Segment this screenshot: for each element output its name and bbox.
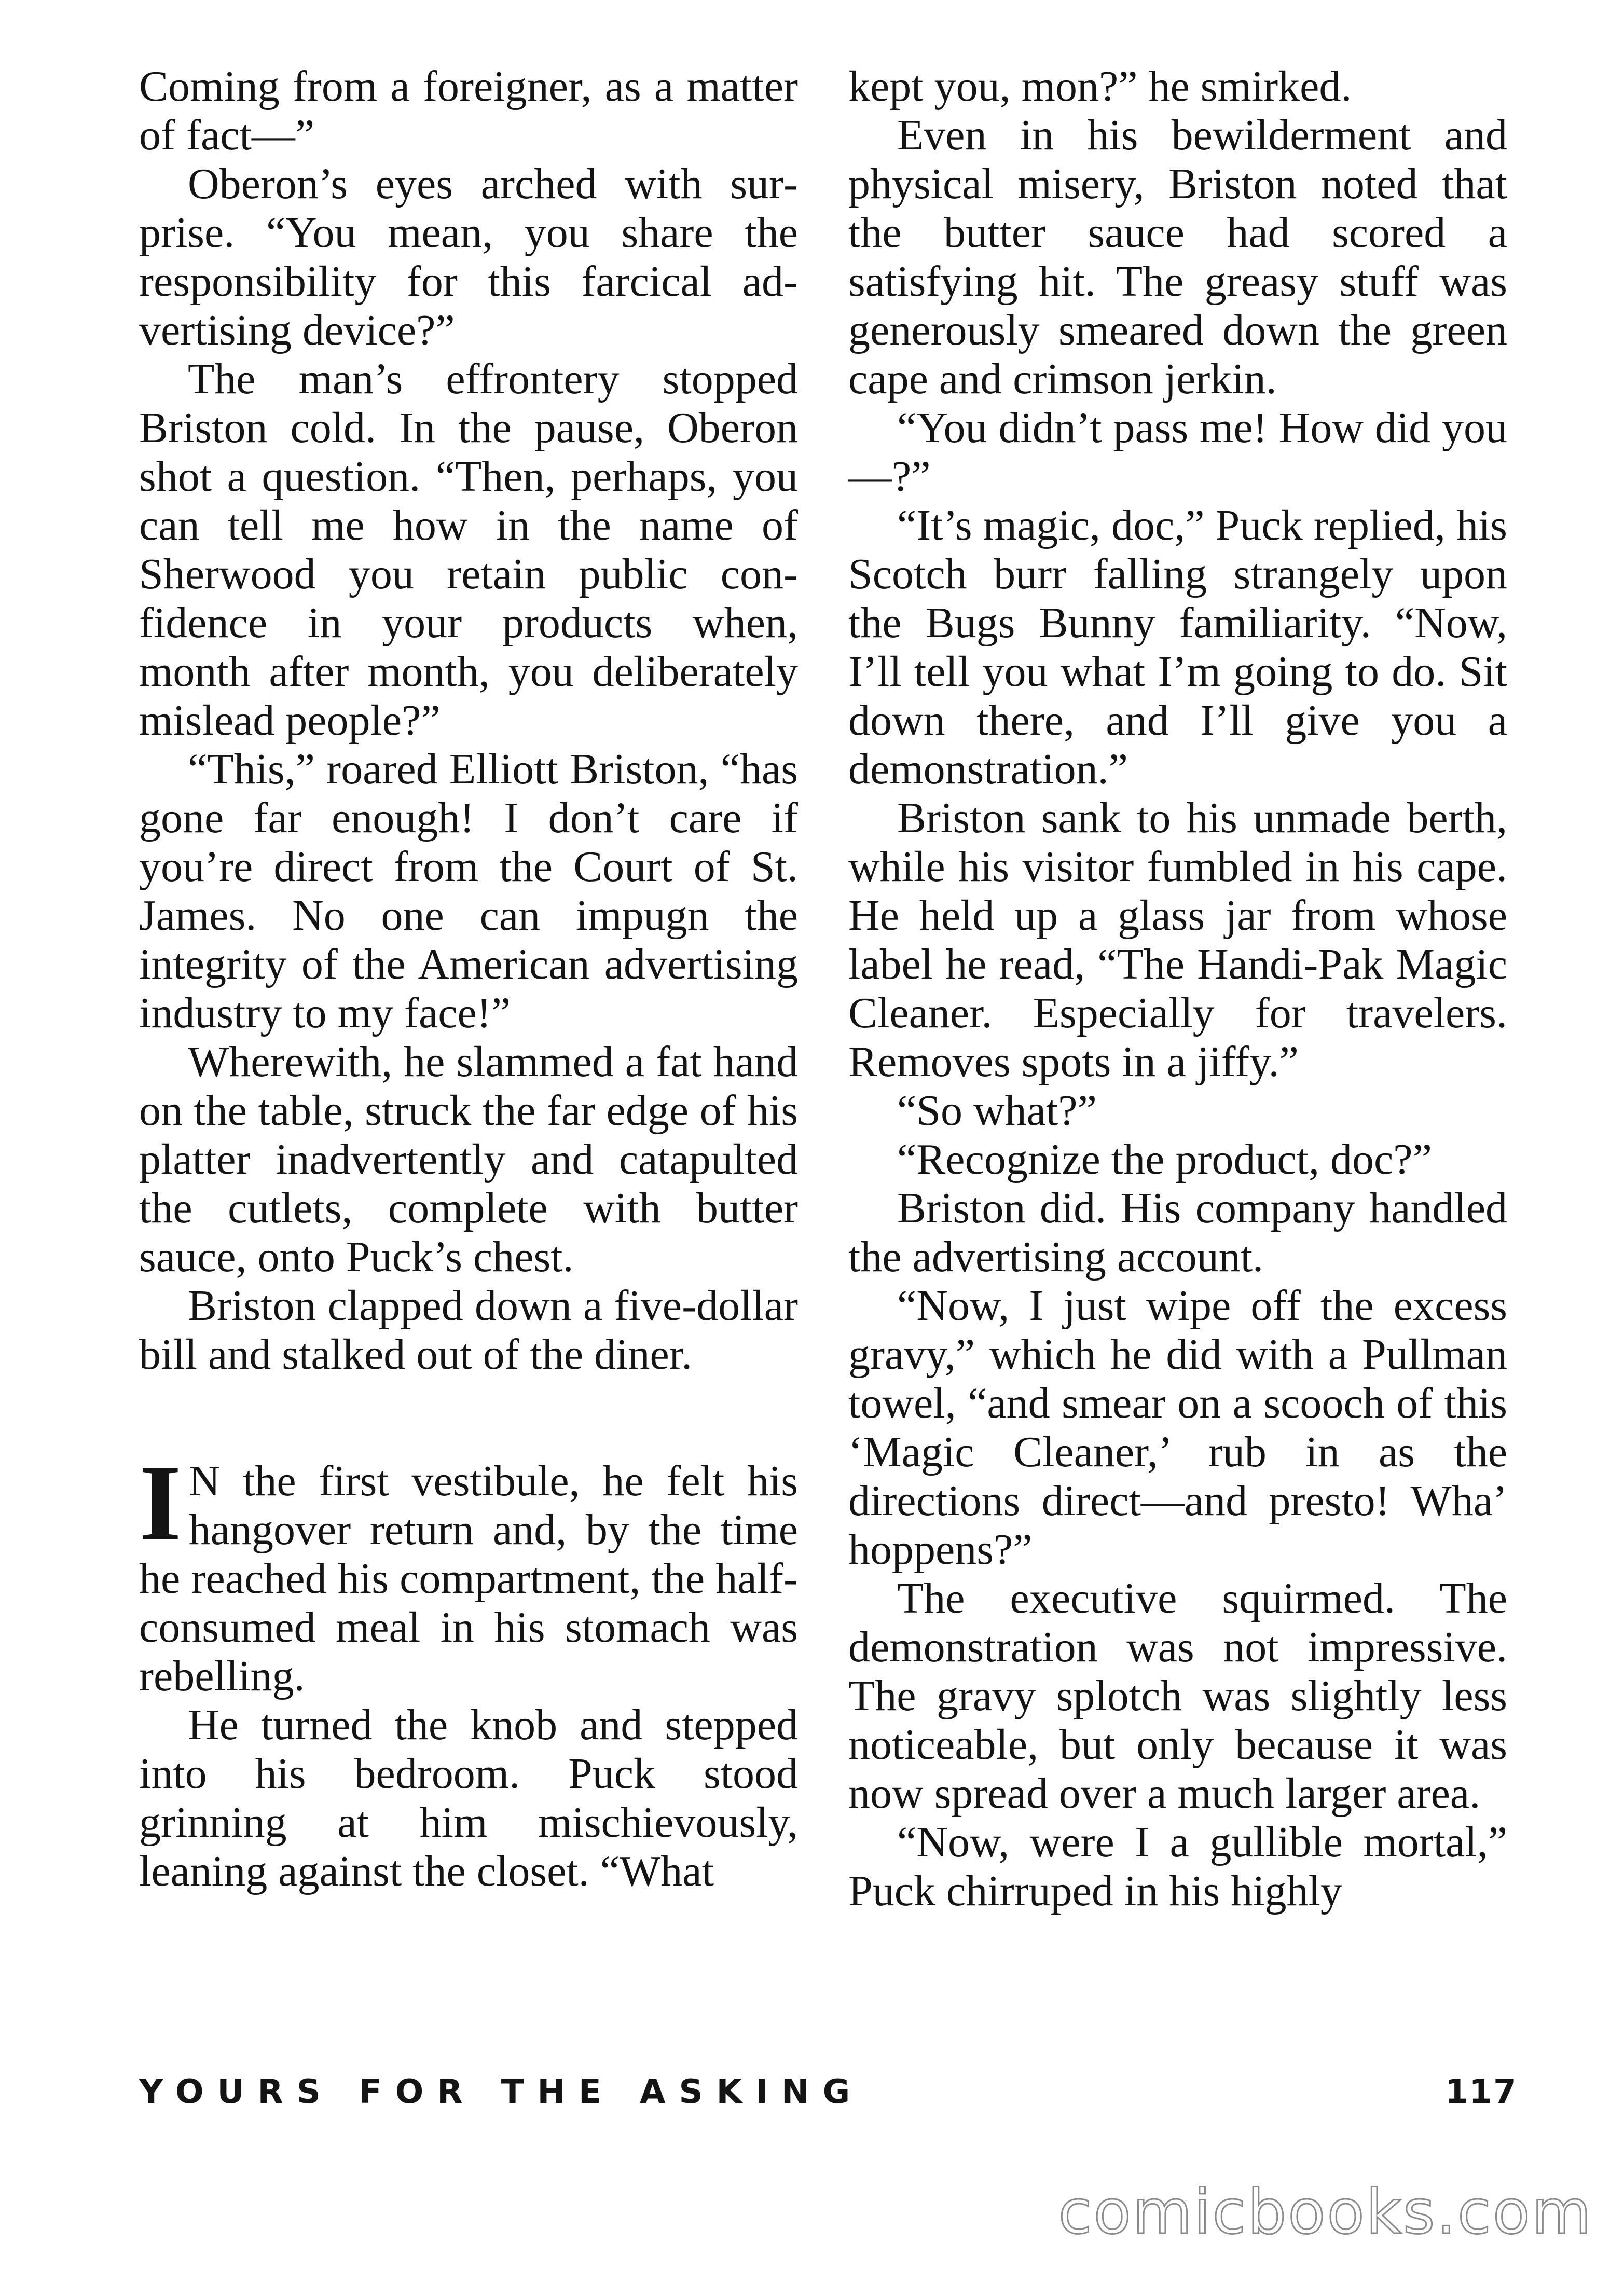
paragraph: Oberon’s eyes arched with surprise. “You mean, you share the responsibility for this farcical advertising device?” — [139, 160, 798, 354]
right-column — [848, 62, 1507, 1916]
running-title: YOURS FOR THE ASKING — [139, 2073, 864, 2111]
paragraph: “So what?” — [897, 1086, 1097, 1135]
paragraph: “Now, I just wipe off the excess gravy,” which he did with a Pullman towel, “and smear on a scooch of this ‘Magic Cleaner,’ rub in as the directions direct—and presto! Wha’ hoppens?” — [848, 1282, 1507, 1574]
drop-cap: I — [139, 1443, 182, 1563]
paragraph: Wherewith, he slammed a fat hand on the table, struck the far edge of his platter inadvertently and catapulted the cutlets, complete with butter sauce, onto Puck’s chest. — [139, 1038, 798, 1281]
paragraph: “You didn’t pass me! How did you—?” — [848, 404, 1507, 501]
watermark: comicbooks.com — [1058, 2176, 1593, 2248]
section-opening-text: N the first vestibule, he felt his hangover return and, by the time he reached his compartment, the half-consumed meal in his stomach was rebelling. — [139, 1457, 798, 1700]
paragraph: Coming from a foreigner, as a matter of fact—” — [139, 62, 798, 159]
paragraph: Briston sank to his unmade berth, while his visitor fumbled in his cape. He held up a glass jar from whose label he read, “The Handi-Pak Magic Cleaner. Especially for travelers. Removes spots in a jiffy.” — [848, 794, 1507, 1086]
paragraph: The man’s effrontery stopped Briston cold. In the pause, Oberon shot a question. “Then, perhaps, you can tell me how in the name of Sherwood you retain public confidence in your products when, month after month, you deliberately mislead people?” — [139, 355, 798, 745]
paragraph: Briston did. His company handled the advertising account. — [848, 1184, 1507, 1281]
left-column — [139, 62, 798, 1896]
paragraph: “This,” roared Elliott Briston, “has gone far enough! I don’t care if you’re direct from the Court of St. James. No one can impugn the integrity of the American advertising industry to my face!” — [139, 745, 798, 1037]
page-number: 117 — [1445, 2073, 1518, 2111]
paragraph: The executive squirmed. The demonstration was not impressive. The gravy splotch was slightly less noticeable, but only because it was now spread over a much larger area. — [848, 1574, 1507, 1818]
paragraph: Even in his bewilderment and physical misery, Briston noted that the butter sauce had scored a satisfying hit. The greasy stuff was generously smeared down the green cape and crimson jerkin. — [848, 111, 1507, 403]
paragraph: “Recognize the product, doc?” — [897, 1135, 1432, 1184]
paragraph: Briston clapped down a five-dollar bill and stalked out of the diner. — [139, 1282, 798, 1379]
paragraph: He turned the knob and stepped into his bedroom. Puck stood grinning at him mischievously, leaning against the closet. “What — [139, 1701, 798, 1895]
section-opening-paragraph — [139, 1443, 798, 1701]
paragraph: “It’s magic, doc,” Puck replied, his Scotch burr falling strangely upon the Bugs Bunny familiarity. “Now, I’ll tell you what I’m going to do. Sit down there, and I’ll give you a demonstration.” — [848, 501, 1507, 793]
continuation-paragraph: kept you, mon?” he smirked. — [848, 62, 1352, 111]
paragraph: “Now, were I a gullible mortal,” Puck chirruped in his highly — [848, 1818, 1507, 1915]
